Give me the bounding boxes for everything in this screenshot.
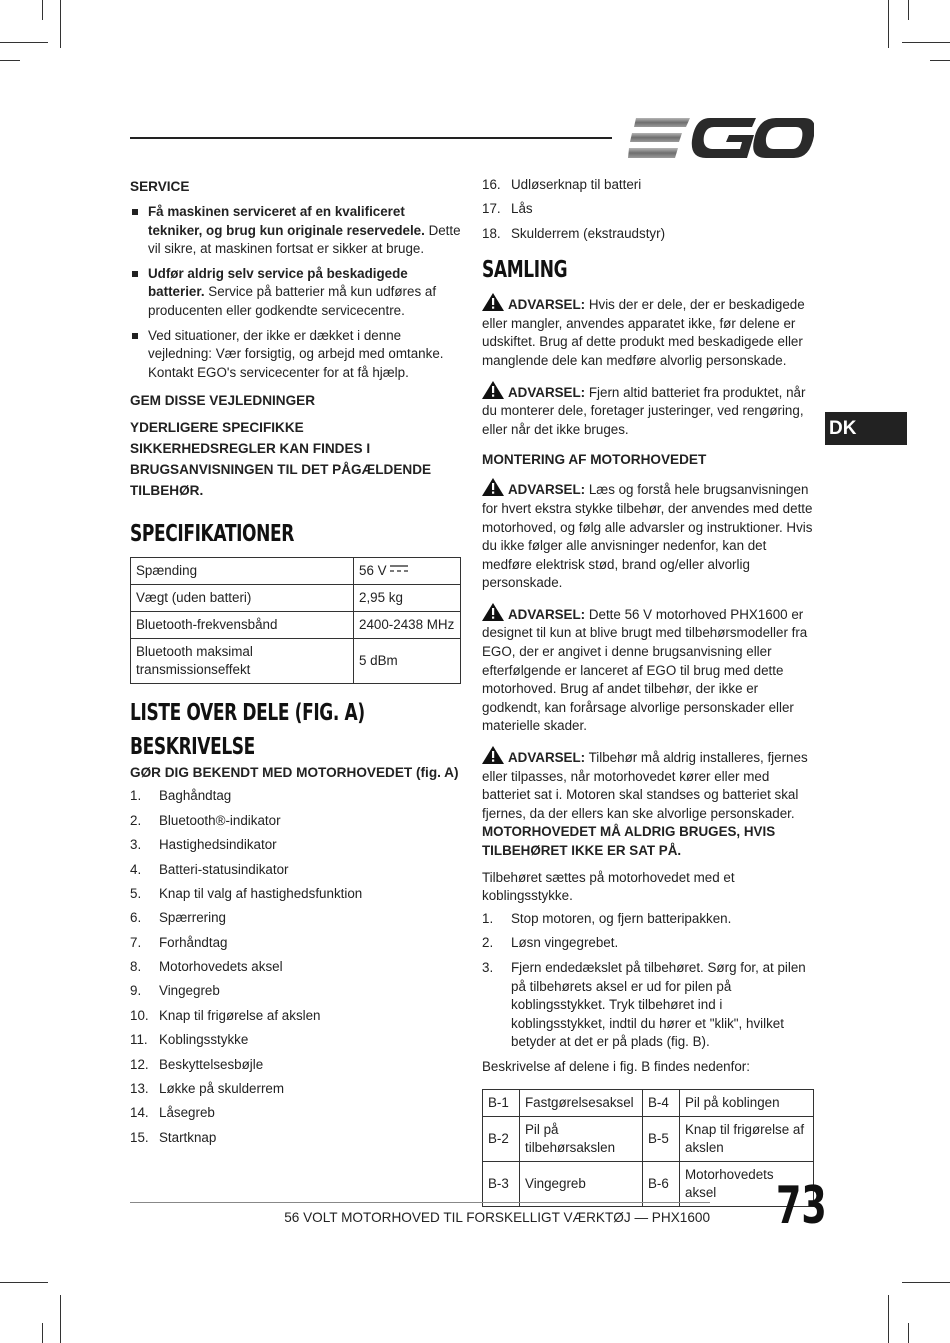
item-number: 3. <box>482 959 494 975</box>
ego-logo <box>628 116 814 160</box>
page-number: 73 <box>776 1176 827 1236</box>
part-code-cell: B-1 <box>483 1089 520 1116</box>
item-number: 3. <box>130 837 142 853</box>
item-text: Lås <box>511 201 533 217</box>
part-code-cell: B-6 <box>643 1161 680 1206</box>
item-number: 18. <box>482 225 501 241</box>
warning-icon <box>482 293 504 311</box>
warning-icon <box>482 381 504 399</box>
item-number: 2. <box>482 935 494 951</box>
warning-icon <box>482 603 504 621</box>
crop-mark <box>888 1295 889 1343</box>
warning-block: ADVARSEL: Læs og forstå hele brugsanvisningen for hvert ekstra stykke tilbehør, der anvendes med dette motorhoved, og følg alle advarsler og instruktioner. Hvis du ikke følger alle anvisninger nedenfor, kan det medføre elektrisk stød, brand og/eller alvorlig personskade. <box>482 478 816 593</box>
item-text: Startknap <box>159 1129 217 1145</box>
list-item <box>130 787 462 811</box>
part-name-cell: Knap til frigørelse af akslen <box>680 1116 814 1161</box>
warning-block: ADVARSEL: Dette 56 V motorhoved PHX1600 er designet til kun at blive brugt med tilbehørsmodeller fra EGO, der er angivet i denne brugsanvisning eller efterfølgende er lanceret af EGO til brug med dette motorhoved. Brug af andet tilbehør, der ikke er godkendt, kan forårsage alvorlige personskader eller materielle skader. <box>482 603 816 736</box>
item-number: 8. <box>130 959 142 975</box>
item-number: 16. <box>482 177 501 192</box>
footer-text: 56 VOLT MOTORHOVED TIL FORSKELLIGT VÆRKTØJ — PHX1600 <box>284 1210 710 1225</box>
list-item <box>482 200 816 224</box>
part-name-cell: Fastgørelsesaksel <box>520 1089 643 1116</box>
item-number: 15. <box>130 1129 149 1145</box>
part-name-cell: Pil på koblingen <box>680 1089 814 1116</box>
part-name-cell: Motorhovedets aksel <box>680 1161 814 1206</box>
table-row: Bluetooth-frekvensbånd 2400-2438 MHz <box>131 612 461 639</box>
parts-list-heading: LISTE OVER DELE (FIG. A) <box>130 700 365 727</box>
language-tab: DK <box>825 412 907 445</box>
crop-mark <box>908 0 909 20</box>
table-row: Bluetooth maksimal transmissionseffekt 5 dBm <box>131 639 461 684</box>
item-text: Løkke på skulderrem <box>159 1081 285 1097</box>
item-text: Knap til valg af hastighedsfunktion <box>159 885 363 901</box>
part-code-cell: B-3 <box>483 1161 520 1206</box>
item-number: 1. <box>482 910 494 926</box>
item-text: Baghåndtag <box>159 788 232 804</box>
item-number: 17. <box>482 201 501 217</box>
item-number: 11. <box>130 1032 148 1048</box>
list-item <box>130 812 462 836</box>
bullet-icon <box>132 209 138 215</box>
crop-mark <box>888 0 889 48</box>
specifications-heading: SPECIFIKATIONER <box>130 521 295 548</box>
item-number: 2. <box>130 812 142 828</box>
assembly-heading: SAMLING <box>482 257 568 284</box>
list-item <box>130 1129 462 1153</box>
list-item <box>130 934 462 958</box>
warning-emphasis: MOTORHOVEDET MÅ ALDRIG BRUGES, HVIS TILBEHØRET IKKE ER SAT PÅ. <box>482 824 776 859</box>
item-text: Motorhovedets aksel <box>159 959 283 975</box>
list-item <box>482 959 816 1052</box>
crop-mark <box>60 0 61 48</box>
item-number: 14. <box>130 1105 149 1121</box>
list-item <box>130 1031 462 1055</box>
item-number: 12. <box>130 1056 149 1072</box>
item-text: Løsn vingegrebet. <box>511 935 619 951</box>
list-item <box>130 861 462 885</box>
item-text: Spærrering <box>159 910 226 926</box>
item-number: 6. <box>130 910 142 926</box>
crop-mark <box>908 1323 909 1343</box>
table-row <box>483 1089 814 1116</box>
list-item <box>130 909 462 933</box>
item-text: Låsegreb <box>159 1105 215 1121</box>
item-text: Udløserknap til batteri <box>511 177 642 192</box>
item-text: Stop motoren, og fjern batteripakken. <box>511 910 732 926</box>
list-item: Ved situationer, der ikke er dækket i denne vejledning: Vær forsigtig, og arbejd med omtanke. Kontakt EGO's servicecenter for at få hjælp. <box>130 327 462 383</box>
item-text: Batteri-statusindikator <box>159 861 289 877</box>
list-item <box>130 958 462 982</box>
warning-block: ADVARSEL: Tilbehør må aldrig installeres, fjernes eller tilpasses, når motorhovedet kører eller med batteriet sat i. Motoren skal standses og batteriet skal fjernes, da der ellers kan ske alvorlige personskader. MOTORHOVEDET MÅ ALDRIG BRUGES, HVIS TILBEHØRET IKKE ER SAT PÅ. <box>482 746 816 861</box>
warning-icon <box>482 478 504 496</box>
parts-list-continued <box>482 176 816 249</box>
item-text: Hastighedsindikator <box>159 837 277 853</box>
table-row: Vægt (uden batteri) 2,95 kg <box>131 585 461 612</box>
crop-mark <box>42 1323 43 1343</box>
item-text: Forhåndtag <box>159 934 228 950</box>
crop-mark <box>902 42 950 43</box>
crop-mark <box>0 42 48 43</box>
part-name-cell: Pil på tilbehørsakslen <box>520 1116 643 1161</box>
list-item <box>130 836 462 860</box>
part-code-cell: B-2 <box>483 1116 520 1161</box>
additional-rules-heading: YDERLIGERE SPECIFIKKE SIKKERHEDSREGLER KAN FINDES I BRUGSANVISNINGEN TIL DET PÅGÆLDENDE TILBEHØR. <box>130 420 432 499</box>
part-name-cell: Vingegreb <box>520 1161 643 1206</box>
item-text: Fjern endedækslet på tilbehøret. Sørg for, at pilen på tilbehørets aksel er ud for pilen på koblingsstykket. Tryk tilbehøret ind i koblingsstykket, indtil du hører et "klik", hvilket betyder at det er på plads (fig. B). <box>511 959 806 1050</box>
item-text: Skulderrem (ekstraudstyr) <box>511 225 666 241</box>
list-item: Udfør aldrig selv service på beskadigede batterier. Service på batterier må kun udføres af producenten eller godkendte servicecentre. <box>130 265 462 321</box>
list-item <box>130 1007 462 1031</box>
service-heading: SERVICE <box>130 179 190 194</box>
service-list <box>130 203 462 382</box>
list-item <box>482 934 816 953</box>
item-text: Vingegreb <box>159 983 220 999</box>
fig-b-table <box>482 1089 814 1207</box>
specifications-table <box>130 557 461 684</box>
item-number: 1. <box>130 788 142 804</box>
crop-mark <box>902 1282 950 1283</box>
mounting-heading: MONTERING AF MOTORHOVEDET <box>482 452 707 468</box>
table-row <box>483 1116 814 1161</box>
list-item: Få maskinen serviceret af en kvalificeret tekniker, og brug kun originale reservedele. Dette vil sikre, at maskinen fortsat er sikker at bruge. <box>130 203 462 259</box>
list-item <box>130 1104 462 1128</box>
crop-mark <box>42 0 43 20</box>
table-row: Spænding 56 V <box>131 558 461 585</box>
warning-block: ADVARSEL: Fjern altid batteriet fra produktet, når du monterer dele, foretager justeringer, ved rengøring, eller når det ikke bruges. <box>482 381 816 440</box>
crop-mark <box>0 1282 48 1283</box>
item-number: 5. <box>130 885 142 901</box>
item-text: Beskyttelsesbøjle <box>159 1056 264 1072</box>
right-column <box>482 176 816 1207</box>
left-column <box>130 176 462 1153</box>
description-heading: BESKRIVELSE <box>130 734 255 761</box>
list-item <box>130 1056 462 1080</box>
bullet-icon <box>132 271 138 277</box>
dc-symbol-icon <box>390 565 408 573</box>
description-subheading: GØR DIG BEKENDT MED MOTORHOVEDET (fig. A) <box>130 765 459 781</box>
parts-list <box>130 787 462 1153</box>
list-item <box>482 176 816 200</box>
table-row <box>483 1161 814 1206</box>
list-item <box>130 1080 462 1104</box>
item-number: 13. <box>130 1081 149 1097</box>
part-code-cell: B-4 <box>643 1089 680 1116</box>
item-number: 7. <box>130 934 142 950</box>
list-item <box>482 910 816 929</box>
attach-text: Tilbehøret sættes på motorhovedet med et koblingsstykke. <box>482 869 735 904</box>
list-item <box>130 885 462 909</box>
list-item <box>482 225 816 249</box>
crop-mark <box>0 60 20 61</box>
item-text: Bluetooth®-indikator <box>159 812 281 828</box>
item-number: 4. <box>130 861 142 877</box>
item-text: Koblingsstykke <box>159 1032 249 1048</box>
warning-block: ADVARSEL: Hvis der er dele, der er beskadigede eller mangler, anvendes apparatet ikke, før delene er udskiftet. Brug af dette produkt med beskadigede eller manglende dele kan medføre alvorlig personskade. <box>482 293 816 370</box>
fig-b-intro: Beskrivelse af delene i fig. B findes nedenfor: <box>482 1058 750 1074</box>
crop-mark <box>60 1295 61 1343</box>
item-number: 10. <box>130 1007 149 1023</box>
bullet-icon <box>132 333 138 339</box>
part-code-cell: B-5 <box>643 1116 680 1161</box>
steps-list <box>482 910 816 1052</box>
item-number: 9. <box>130 983 142 999</box>
list-item <box>130 982 462 1006</box>
save-instructions-heading: GEM DISSE VEJLEDNINGER <box>130 393 316 409</box>
warning-icon <box>482 746 504 764</box>
item-text: Knap til frigørelse af akslen <box>159 1007 321 1023</box>
header-rule <box>130 137 612 139</box>
crop-mark <box>930 60 950 61</box>
footer-rule <box>130 1202 710 1203</box>
